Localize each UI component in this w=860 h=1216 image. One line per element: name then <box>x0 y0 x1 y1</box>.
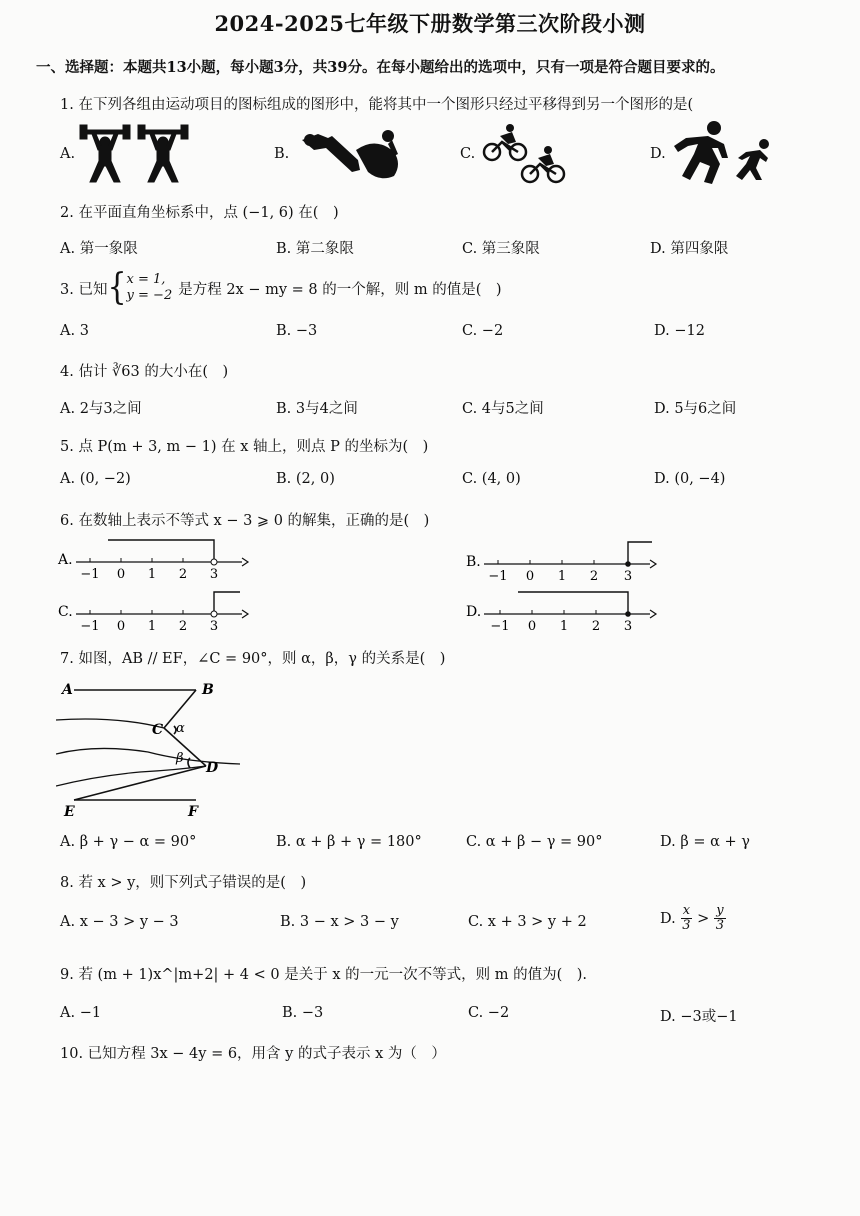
tick-d-3: 1 <box>559 619 569 634</box>
number-line-b <box>464 538 664 586</box>
q1-label-a: A. <box>60 146 76 162</box>
tick-a-4: 2 <box>178 567 188 582</box>
q5-option-b: B. (2, 0) <box>276 471 335 487</box>
point-e: E <box>64 804 75 820</box>
tick-a-2: 0 <box>116 567 126 582</box>
number-line-c <box>56 588 256 636</box>
number-line-a <box>56 534 256 582</box>
q7-option-c: C. α + β − γ = 90° <box>466 834 603 850</box>
q5-option-d: D. (0, −4) <box>654 471 726 487</box>
tick-b-2: 0 <box>525 569 535 584</box>
q3-suffix: 是方程 2x − my = 8 的一个解，则 m 的值是( ) <box>178 281 502 298</box>
point-c: C <box>152 722 164 738</box>
point-b: B <box>202 682 214 698</box>
q4-option-a: A. 2与3之间 <box>60 401 142 417</box>
question-6-stem: 6. 在数轴上表示不等式 x − 3 ⩾ 0 的解集，正确的是( ) <box>60 513 430 529</box>
question-8-stem: 8. 若 x > y，则下列式子错误的是( ) <box>60 875 307 891</box>
q3-option-b: B. −3 <box>276 323 318 339</box>
q7-option-d: D. β = α + γ <box>660 834 750 850</box>
tick-c-4: 2 <box>178 619 188 634</box>
q9-option-c: C. −2 <box>468 1005 510 1021</box>
point-a: A <box>62 682 73 698</box>
frac-den-3a: 3 <box>682 918 691 933</box>
brace-icon: { <box>107 266 127 309</box>
frac-den-3b: 3 <box>715 918 725 933</box>
section-heading: 一、选择题：本题共13小题，每小题3分，共39分。在每小题给出的选项中，只有一项是符合题目要求的。 <box>36 59 725 76</box>
tick-d-4: 2 <box>591 619 601 634</box>
q9-option-d: D. −3或−1 <box>660 1009 738 1025</box>
question-3-stem <box>60 268 502 308</box>
q3-option-d: D. −12 <box>654 323 705 339</box>
q7-option-b: B. α + β + γ = 180° <box>276 834 422 850</box>
q2-option-d: D. 第四象限 <box>650 241 729 257</box>
q4-option-c: C. 4与5之间 <box>462 401 544 417</box>
frac-num-y: y <box>716 903 724 918</box>
question-5-stem: 5. 点 P(m + 3, m − 1) 在 x 轴上，则点 P 的坐标为( ) <box>60 439 429 455</box>
angle-alpha: α <box>176 721 185 736</box>
q1-label-c: C. <box>460 146 476 162</box>
q7-option-a: A. β + γ − α = 90° <box>60 834 197 850</box>
q1-label-b: B. <box>274 146 290 162</box>
tick-c-2: 0 <box>116 619 126 634</box>
greater-than: > <box>697 910 710 927</box>
q3-option-c: C. −2 <box>462 323 504 339</box>
question-10-stem: 10. 已知方程 3x − 4y = 6，用含 y 的式子表示 x 为（ ） <box>60 1046 446 1062</box>
q9-option-b: B. −3 <box>282 1005 324 1021</box>
tick-d-1: −1 <box>490 619 510 634</box>
q2-option-a: A. 第一象限 <box>60 241 138 257</box>
q4-option-b: B. 3与4之间 <box>276 401 358 417</box>
q2-option-b: B. 第二象限 <box>276 241 354 257</box>
question-2-stem: 2. 在平面直角坐标系中，点 (−1, 6) 在( ) <box>60 205 339 221</box>
q3-eq1: x = 1, <box>126 272 166 287</box>
tick-c-1: −1 <box>80 619 100 634</box>
q6-label-a: A. <box>58 552 73 568</box>
tick-a-1: −1 <box>80 567 100 582</box>
q8-option-b: B. 3 − x > 3 − y <box>280 914 399 930</box>
question-4-stem: 4. 估计 ∛63 的大小在( ) <box>60 364 229 380</box>
q8-option-a: A. x − 3 > y − 3 <box>60 914 179 930</box>
angle-beta: β <box>176 751 184 766</box>
question-9-stem: 9. 若 (m + 1)x^|m+2| + 4 < 0 是关于 x 的一元一次不等式，则 m 的值为( ). <box>60 967 588 983</box>
tick-b-4: 2 <box>589 569 599 584</box>
tick-b-1: −1 <box>488 569 508 584</box>
point-d: D <box>206 760 219 776</box>
q3-prefix: 3. 已知 <box>60 281 108 298</box>
fraction-x-over-3 <box>681 904 692 933</box>
page-title: 2024-2025七年级下册数学第三次阶段小测 <box>214 11 646 36</box>
q8-option-d-label: D. <box>660 910 676 927</box>
tick-c-5: 3 <box>209 619 219 634</box>
number-line-d <box>464 588 664 636</box>
q3-eq2: y = −2 <box>126 288 173 303</box>
q1-label-d: D. <box>650 146 666 162</box>
runner-icons <box>668 118 776 188</box>
tick-c-3: 1 <box>147 619 157 634</box>
tick-d-5: 3 <box>623 619 633 634</box>
q3-option-a: A. 3 <box>60 323 89 339</box>
tick-a-5: 3 <box>209 567 219 582</box>
tick-a-3: 1 <box>147 567 157 582</box>
tick-b-3: 1 <box>557 569 567 584</box>
q3-equation-system <box>127 272 173 304</box>
question-7-stem: 7. 如图，AB // EF，∠C = 90°，则 α，β，γ 的关系是( ) <box>60 651 446 667</box>
q2-option-c: C. 第三象限 <box>462 241 540 257</box>
tick-d-2: 0 <box>527 619 537 634</box>
cyclist-icons <box>480 122 576 186</box>
question-1-stem: 1. 在下列各组由运动项目的图标组成的图形中，能将其中一个图形只经过平移得到另一个图形的是( <box>60 97 694 113</box>
frac-num-x: x <box>682 903 691 918</box>
q6-label-b: B. <box>466 554 481 570</box>
q8-option-c: C. x + 3 > y + 2 <box>468 914 587 930</box>
fraction-y-over-3 <box>714 904 725 933</box>
q6-label-d: D. <box>466 604 482 620</box>
q6-label-c: C. <box>58 604 73 620</box>
q5-option-a: A. (0, −2) <box>60 471 131 487</box>
weightlifter-icons <box>78 124 194 186</box>
point-f: F <box>188 804 198 820</box>
sport-shape-icons <box>298 124 408 182</box>
q8-option-d <box>660 904 726 933</box>
q9-option-a: A. −1 <box>60 1005 102 1021</box>
geometry-figure <box>56 676 256 824</box>
q5-option-c: C. (4, 0) <box>462 471 521 487</box>
q4-option-d: D. 5与6之间 <box>654 401 737 417</box>
tick-b-5: 3 <box>623 569 633 584</box>
